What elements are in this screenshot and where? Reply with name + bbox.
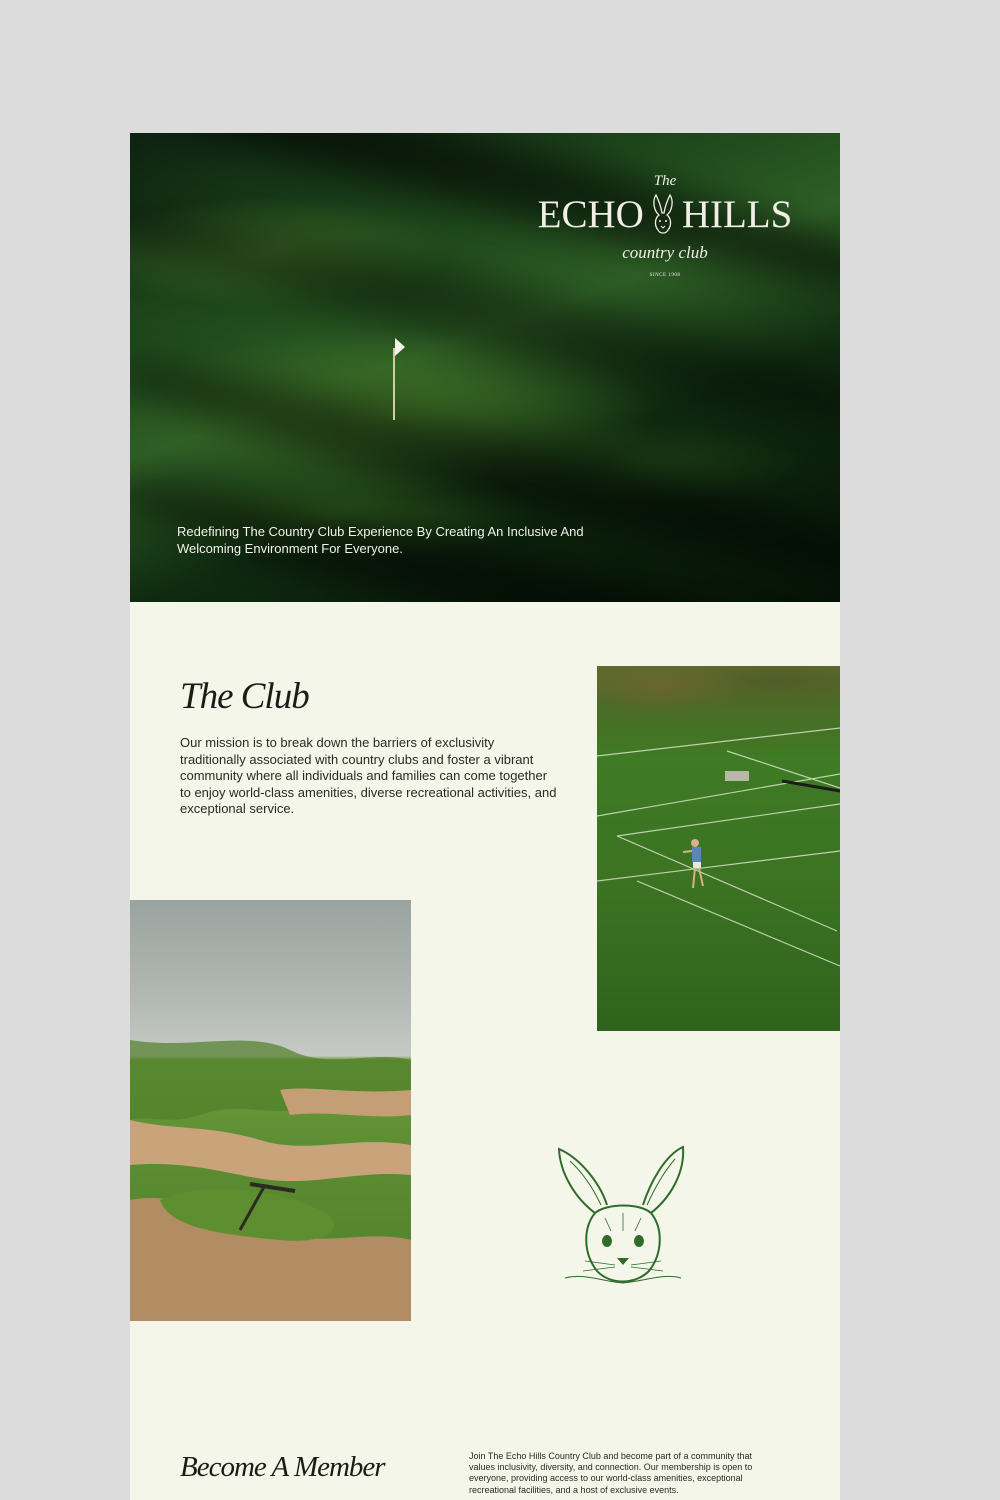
golf-bunker-photo [130, 900, 411, 1321]
logo-since: SINCE 1908 [649, 273, 681, 278]
golf-flag-icon [395, 338, 405, 356]
logo-the: The [653, 173, 677, 189]
club-title: The Club [180, 676, 309, 717]
flag-pole [393, 348, 395, 420]
logo-subtitle: country club [622, 243, 708, 262]
member-title: Become A Member [180, 1451, 385, 1483]
logo-word-right: HILLS [681, 193, 793, 236]
rabbit-icon [646, 193, 680, 237]
tennis-court-photo [597, 666, 840, 1031]
rabbit-illustration [555, 1143, 690, 1293]
logo-word-left: ECHO [537, 193, 644, 236]
logo-wordmark [525, 192, 805, 237]
hero-section [130, 133, 840, 602]
landing-page [130, 133, 840, 1500]
member-description: Join The Echo Hills Country Club and become part of a community that values inclusivity, diversity, and connection. Our membership is open to everyone, providing access to our world-class amenities, exceptional recreational facilities, and a host of exclusive events. [469, 1451, 753, 1495]
hero-tagline: Redefining The Country Club Experience By Creating An Inclusive And Welcoming Environment For Everyone. [177, 524, 584, 556]
club-description: Our mission is to break down the barriers of exclusivity traditionally associated with country clubs and foster a vibrant community where all individuals and families can come together to enjoy world-class amenities, diverse recreational activities, and exceptional service. [180, 735, 557, 816]
club-logo[interactable] [525, 173, 805, 278]
